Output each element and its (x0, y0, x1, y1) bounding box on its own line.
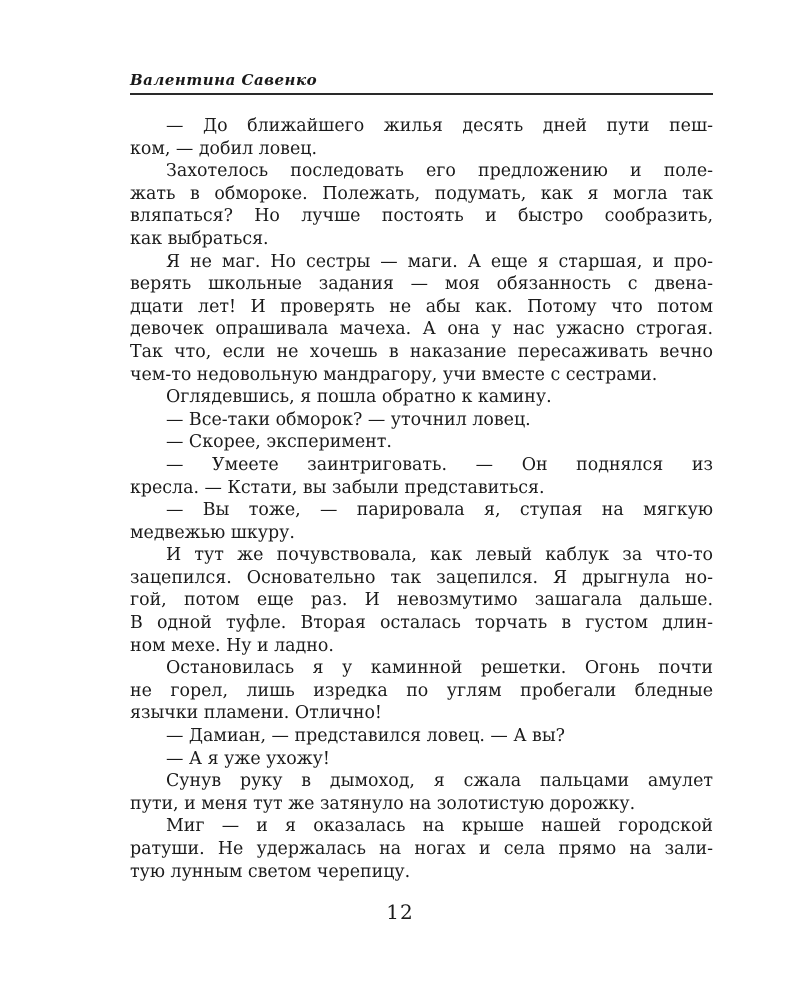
text-line: тую лунным светом черепицу. (130, 861, 411, 882)
text-line: девочек опрашивала мачеха. А она у нас ужасно строгая. (130, 319, 713, 340)
paragraph (130, 454, 713, 499)
text-line: ратуши. Не удержалась на ногах и села прямо на зали- (130, 839, 713, 859)
text-line: как выбраться. (130, 228, 269, 249)
paragraph (130, 115, 713, 160)
paragraph (130, 160, 713, 250)
text-line: не горел, лишь изредка по углям пробегали бледные (130, 680, 713, 701)
text-line: язычки пламени. Отлично! (130, 703, 382, 724)
paragraph (130, 409, 713, 432)
text-line: Я не маг. Но сестры — маги. А еще я старшая, и про- (166, 251, 713, 272)
text-line: гой, потом еще раз. И невозмутимо зашагала дальше. (130, 590, 713, 611)
text-line: Оглядевшись, я пошла обратно к камину. (166, 387, 552, 408)
text-line: жать в обмороке. Полежать, подумать, как я могла так (130, 183, 713, 204)
paragraph (130, 770, 713, 815)
text-line: — Дамиан, — представился ловец. — А вы? (166, 726, 566, 747)
text-line: — До ближайшего жилья десять дней пути пеш- (166, 116, 713, 136)
paragraph (130, 251, 713, 387)
text-line: кресла. — Кстати, вы забыли представиться. (130, 477, 545, 498)
text-line: медвежью шкуру. (130, 522, 295, 543)
text-line: В одной туфле. Вторая осталась торчать в густом длин- (130, 613, 713, 634)
paragraph (130, 499, 713, 544)
running-header-author: Валентина Савенко (130, 71, 318, 89)
text-line: дцати лет! И проверять не абы как. Потому что потом (130, 296, 713, 317)
text-line: Захотелось последовать его предложению и поле- (166, 161, 713, 182)
text-line: — А я уже ухожу! (166, 748, 330, 769)
text-line: — Все-таки обморок? — уточнил ловец. (166, 409, 531, 430)
text-line: И тут же почувствовала, как левый каблук за что-то (166, 545, 713, 566)
text-line: пути, и меня тут же затянуло на золотистую дорожку. (130, 793, 636, 814)
page-body (130, 115, 713, 883)
text-line: чем-то недовольную мандрагору, учи вместе с сестрами. (130, 364, 658, 385)
paragraph (130, 431, 713, 454)
paragraph (130, 386, 713, 409)
text-line: зацепился. Основательно так зацепился. Я дрыгнула но- (130, 567, 713, 588)
text-line: Сунув руку в дымоход, я сжала пальцами амулет (166, 771, 713, 792)
paragraph (130, 748, 713, 771)
text-line: — Умеете заинтриговать. — Он поднялся из (166, 454, 713, 475)
paragraph (130, 725, 713, 748)
header-divider (130, 93, 713, 95)
running-header (130, 70, 713, 95)
text-line: верять школьные задания — моя обязанность с двена- (130, 274, 713, 295)
text-line: — Вы тоже, — парировала я, ступая на мягкую (166, 500, 713, 521)
paragraph (130, 657, 713, 725)
paragraph (130, 815, 713, 883)
text-line: Миг — и я оказалась на крыше нашей городской (166, 816, 713, 837)
page-number: 12 (386, 900, 414, 924)
text-line: ном мехе. Ну и ладно. (130, 635, 334, 656)
text-line: — Скорее, эксперимент. (166, 432, 392, 453)
text-line: Так что, если не хочешь в наказание пересаживать вечно (130, 341, 713, 362)
paragraph (130, 544, 713, 657)
text-line: вляпаться? Но лучше постоять и быстро сообразить, (130, 206, 713, 227)
text-line: ком, — добил ловец. (130, 138, 317, 159)
text-line: Остановилась я у каминной решетки. Огонь почти (166, 658, 713, 679)
